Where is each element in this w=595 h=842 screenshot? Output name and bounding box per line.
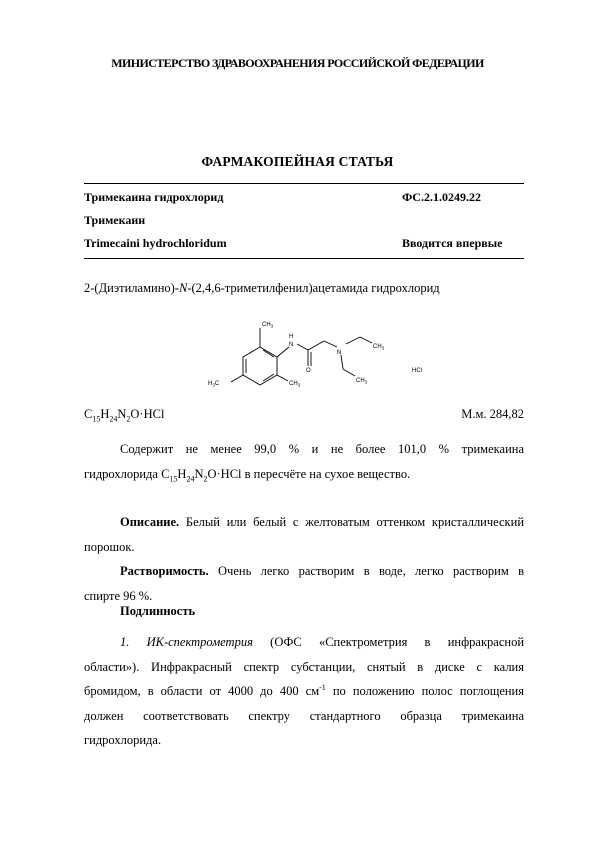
- document-status: Вводится впервые: [402, 236, 503, 250]
- table-bottom-rule: [84, 258, 524, 259]
- molecular-mass: М.м. 284,82: [461, 407, 524, 421]
- molecular-formula: $C_{15}H_{24}N_2O\cdot HCl$: [84, 407, 165, 424]
- solubility-paragraph: Растворимость. Очень легко растворим в воде, легко растворим в спирте 96 %.: [84, 564, 524, 603]
- table-top-rule: [84, 183, 524, 184]
- document-type-title: ФАРМАКОПЕЙНАЯ СТАТЬЯ: [201, 154, 394, 169]
- amide-h-label: H: [289, 334, 294, 340]
- structural-formula: [200, 314, 460, 394]
- substance-name-ru: Тримекаина гидрохлорид: [84, 190, 224, 204]
- methyl-ortho-label: $CH_3$: [289, 381, 301, 388]
- amide-n-label: N: [289, 342, 294, 348]
- description-paragraph: Описание. Белый или белый с желтоватым оттенком кристаллический порошок.: [84, 515, 524, 554]
- document-code: ФС.2.1.0249.22: [402, 190, 481, 204]
- amine-n-label: N: [337, 350, 342, 356]
- methyl-para-label: $H_3C$: [208, 381, 220, 388]
- ministry-title: МИНИСТЕРСТВО ЗДРАВООХРАНЕНИЯ РОССИЙСКОЙ ФЕДЕРАЦИИ: [111, 56, 484, 70]
- chemical-name: 2-(Диэтиламино)-N-(2,4,6-триметилфенил)ацетамида гидрохлорид: [84, 281, 440, 295]
- identity-heading: Подлинность: [120, 604, 196, 618]
- methyl-top-label: $CH_3$: [262, 322, 274, 329]
- content-paragraph: Содержит не менее 99,0 % и не более 101,0 % тримекаина гидрохлорида $C_{15}H_{24}N_2O\cdot HCl$ в пересчёте на сухое вещество.: [84, 442, 524, 483]
- substance-name-latin: Trimecaini hydrochloridum: [84, 236, 227, 250]
- carbonyl-o-label: O: [306, 368, 311, 374]
- ethyl-methyl-label-1: $CH_3$: [373, 344, 385, 351]
- hcl-label: HCl: [412, 368, 422, 374]
- ethyl-methyl-label-2: $CH_3$: [356, 378, 368, 385]
- ir-identity-paragraph: 1. ИК-спектрометрия (ОФС «Спектрометрия в инфракрасной области»). Инфракрасный спектр субстанции, снятый в диске с калия бромидом, в области от 4000 до 400 $см^{-1}$ по положению полос поглощения должен соответствовать спектру стандартного образца тримекаина гидрохлорида.: [84, 635, 524, 747]
- substance-short-name: Тримекаин: [84, 213, 146, 227]
